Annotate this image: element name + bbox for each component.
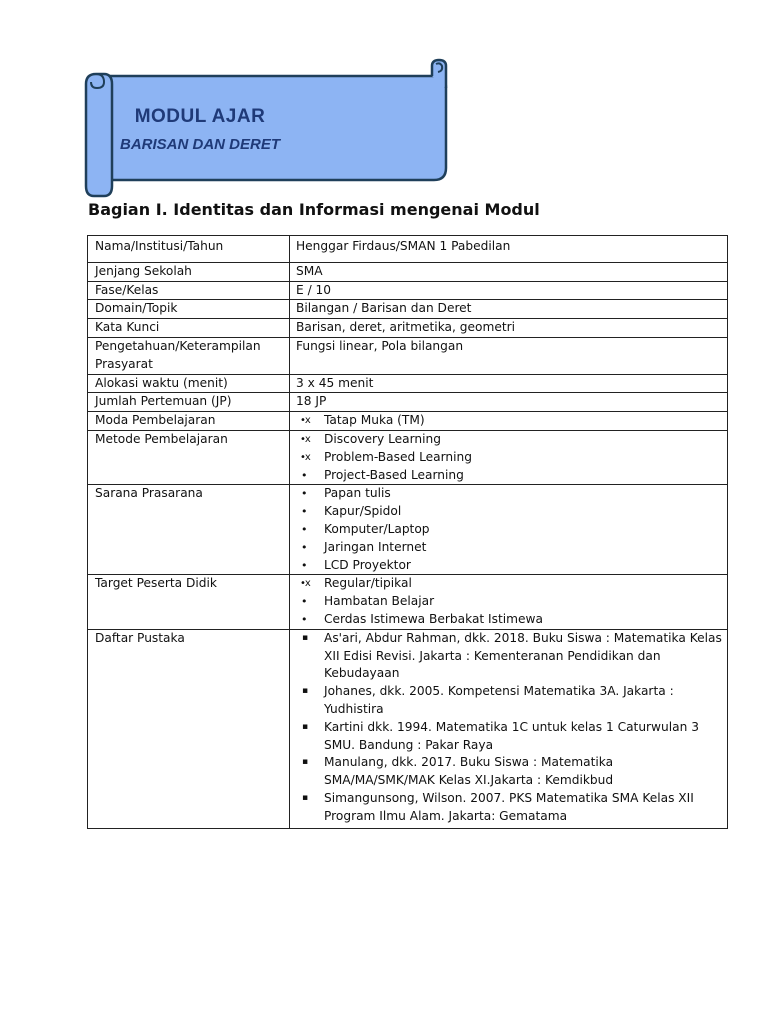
list-item: ▪ Manulang, dkk. 2017. Buku Siswa : Matematika SMA/MA/SMK/MAK Kelas XI.Jakarta : Kemdikbud [302, 755, 614, 788]
square-bullet-icon: ▪ [302, 792, 309, 803]
row-label: Pengetahuan/Keterampilan Prasyarat [88, 337, 290, 374]
banner-subtitle: BARISAN DAN DERET [119, 136, 280, 153]
checked-bullet-icon: •x [300, 415, 310, 427]
scroll-banner-shape [82, 58, 454, 200]
square-bullet-icon: ▪ [302, 686, 309, 697]
square-bullet-icon: ▪ [302, 721, 309, 732]
list-item: • Cerdas Istimewa Berbakat Istimewa [296, 611, 727, 629]
list-item: • Papan tulis [296, 485, 727, 503]
list-item: ▪ Simangunsong, Wilson. 2007. PKS Matematika SMA Kelas XII Program Ilmu Alam. Jakarta: Gematama [302, 790, 694, 823]
table-row [88, 337, 728, 374]
row-label: Nama/Institusi/Tahun [88, 236, 290, 263]
row-label: Daftar Pustaka [88, 629, 290, 828]
list-item: •x Discovery Learning [296, 431, 727, 449]
title-banner [82, 58, 454, 200]
list-item: ▪ As'ari, Abdur Rahman, dkk. 2018. Buku Siswa : Matematika Kelas XII Edisi Revisi. Jakarta : Kementeranan Pendidikan dan Kebudayaan [302, 630, 722, 681]
bullet-icon: • [301, 540, 308, 554]
checked-bullet-icon: •x [300, 578, 310, 590]
table-row [88, 319, 728, 338]
bullet-icon: • [301, 522, 308, 536]
table-row [88, 485, 728, 575]
row-label: Jenjang Sekolah [88, 262, 290, 281]
checked-bullet-icon: •x [300, 451, 310, 463]
list-item: • Jaringan Internet [296, 539, 727, 557]
row-label: Fase/Kelas [88, 281, 290, 300]
square-bullet-icon: ▪ [302, 757, 309, 768]
bullet-icon: • [301, 595, 308, 609]
table-row [88, 430, 728, 484]
bullet-icon: • [301, 612, 308, 626]
row-label: Moda Pembelajaran [88, 412, 290, 431]
list-item: •x Regular/tipikal [296, 575, 727, 593]
table-row [88, 575, 728, 629]
row-value: 3 x 45 menit [290, 374, 728, 393]
row-value-list [290, 575, 728, 629]
row-value: SMA [290, 262, 728, 281]
table-row [88, 629, 728, 828]
list-item: • Kapur/Spidol [296, 503, 727, 521]
table-row [88, 374, 728, 393]
list-item: ▪ Johanes, dkk. 2005. Kompetensi Matematika 3A. Jakarta : Yudhistira [302, 684, 674, 716]
bullet-icon: • [301, 468, 308, 482]
row-label: Jumlah Pertemuan (JP) [88, 393, 290, 412]
list-item: • Project-Based Learning [296, 467, 727, 485]
row-value-list [290, 629, 728, 828]
row-value-list [290, 430, 728, 484]
row-label: Metode Pembelajaran [88, 430, 290, 484]
table-row [88, 281, 728, 300]
list-item: •x Problem-Based Learning [296, 449, 727, 467]
row-label: Domain/Topik [88, 300, 290, 319]
bullet-icon: • [301, 505, 308, 519]
list-item: • LCD Proyektor [296, 557, 727, 575]
list-item: ▪ Kartini dkk. 1994. Matematika 1C untuk kelas 1 Caturwulan 3 SMU. Bandung : Pakar Raya [302, 719, 699, 752]
table-row [88, 236, 728, 263]
table-row [88, 300, 728, 319]
bullet-icon: • [301, 558, 308, 572]
banner-title: MODUL AJAR [134, 106, 266, 127]
list-item: • Hambatan Belajar [296, 593, 727, 611]
row-value-list [290, 485, 728, 575]
square-bullet-icon: ▪ [302, 632, 309, 643]
table-row [88, 262, 728, 281]
row-value: Fungsi linear, Pola bilangan [290, 337, 728, 374]
row-value: E / 10 [290, 281, 728, 300]
row-label: Target Peserta Didik [88, 575, 290, 629]
row-value: Barisan, deret, aritmetika, geometri [290, 319, 728, 338]
section-heading: Bagian I. Identitas dan Informasi mengenai Modul [88, 200, 540, 219]
list-item: •x Tatap Muka (TM) [296, 412, 727, 430]
table-row [88, 393, 728, 412]
checked-bullet-icon: •x [300, 433, 310, 445]
row-value-list [290, 412, 728, 431]
table-row [88, 412, 728, 431]
row-label: Kata Kunci [88, 319, 290, 338]
row-label: Alokasi waktu (menit) [88, 374, 290, 393]
row-value: Henggar Firdaus/SMAN 1 Pabedilan [290, 236, 728, 263]
list-item: • Komputer/Laptop [296, 521, 727, 539]
row-label: Sarana Prasarana [88, 485, 290, 575]
row-value: Bilangan / Barisan dan Deret [290, 300, 728, 319]
row-value: 18 JP [290, 393, 728, 412]
module-info-table [87, 235, 728, 829]
bullet-icon: • [301, 487, 308, 501]
